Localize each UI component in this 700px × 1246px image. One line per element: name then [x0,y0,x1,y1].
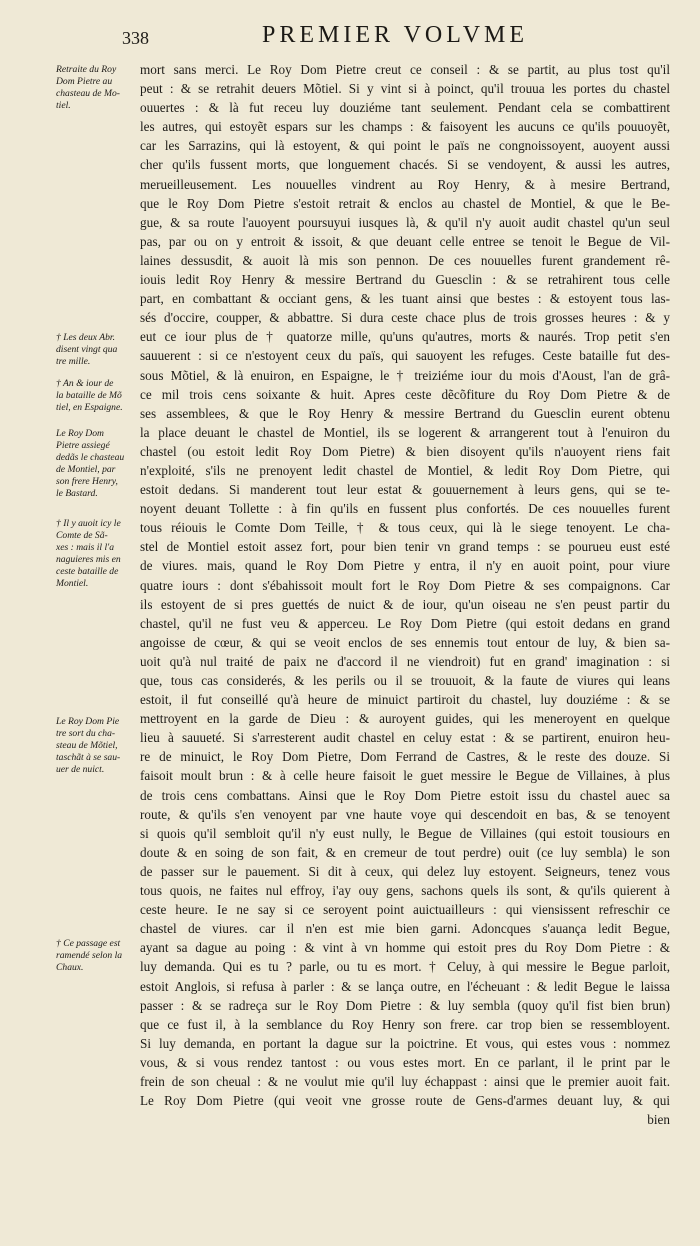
text-line: vous, & si vous rendez tantost : ou vous estes mort. En ce parlant, il le print par le [140,1054,670,1070]
margin-note-line: † Ce passage est [56,938,121,949]
margin-note [56,938,138,974]
text-line: de passer sur le pauement. Si dit à ceux, qui delez luy estoyent. Seigneurs, tenez vous [140,863,670,879]
text-line: pas, par ou on y entroit & issoit, & que deuant celle entree se tenoit le Begue de Vil- [140,233,670,249]
text-line: que, tous cas considerés, & les perils ou il se trouuoit, & la faute de viures qui leans [140,673,670,688]
text-line: sés d'occire, coupper, & abbattre. Si dura ceste chace plus de trois grosses heures : & y [140,310,670,326]
margin-note-line: taschãt à se sau- [56,752,121,763]
text-line: re de minuict, le Roy Dom Pietre, Dom Ferrand de Castres, & le reste des douze. Si [140,749,670,765]
text-line: laines dessusdit, & auoit là mis son pennon. De ces nouuelles furent grandement rê- [140,252,670,268]
text-line: si quois qu'il sembloit qu'il n'y eust nully, le Begue de Villaines (qui estoit tousiours en [140,825,670,841]
text-line: ceste heure. Ie ne say si ce seroyent point auictuailleurs : qui viensissent refreschir ce [140,902,670,918]
margin-note-line: † Il y auoit icy le [56,518,121,529]
text-line: luy demanda. Qui es tu ? parle, ou tu es mort. † Celuy, à qui messire le Begue parloit, [140,959,670,975]
margin-note-line: chasteau de Mo- [56,88,120,99]
text-line: mort sans merci. Le Roy Dom Pietre creut ce conseil : & se partit, au plus tost qu'il [140,62,670,77]
text-line: tous quois, ne faites nul effroy, i'ay ouy gens, sachons quels ils sont, & qu'ils quierent à [140,883,670,899]
margin-note-line: Pietre assiegé [56,440,110,451]
text-line: stel de Montiel estoit assez fort, pour bien tenir vn grand temps : se pourueu eust esté [140,539,670,555]
margin-note [56,428,138,500]
text-line: frein de son cheual : & ne voulut mie qu'il luy échappast : ainsi que le premier auoit fait. [140,1073,670,1089]
text-line: que le Roy Dom Pietre s'estoit retrait & enclos au chastel de Montiel, & que le Be- [140,195,670,211]
text-line: passer : & se radreça sur le Roy Dom Pietre : & luy sembla (quoy qu'il fist bien brun) [140,997,670,1013]
margin-note-line: son frere Henry, [56,476,118,487]
margin-note-line: † Les deux Abr. [56,332,115,343]
text-line: gue, & sa route l'auoyent poursuyui iusques là, & qu'il n'y auoit audit chastel qu'un seul [140,214,670,230]
margin-note-line: ramendé selon la [56,950,123,961]
text-line: uoit qu'à nul traité de paix ne d'accord il ne viendroit) fut en grand' imagination : si [140,653,670,669]
margin-note-line: xes : mais il l'a [56,542,115,553]
margin-note [56,716,138,776]
text-line: de viures. mais, quand le Roy Dom Pietre y entra, il n'y en auoit point, pour viure [140,558,670,574]
margin-note-line: Dom Pietre au [56,76,113,87]
margin-note-line: tiel, en Espaigne. [56,402,123,413]
text-line: cher qu'ils fussent morts, que longuement chacés. Si se vendoyent, & aussi les autres, [140,157,670,173]
margin-note-line: de Montiel, par [56,464,116,475]
text-line: noyent deuant Tollette : à fin qu'ils en fussent plus confortés. De ces nouuelles furent [140,501,670,517]
running-title: PREMIER VOLVME [262,22,529,48]
margin-note-line: le Bastard. [56,488,98,499]
text-line: sous Mõtiel, & là enuiron, en Espaigne, le † treiziéme iour du mois d'Aoust, l'an de grâ- [140,367,670,383]
text-line: ce mil trois cens soixante & huit. Apres ceste dẽcõfiture du Roy Dom Pietre & de [140,386,670,402]
margin-note-line: dedãs le chasteau [56,452,125,463]
margin-note-line: Comte de Sã- [56,530,108,541]
text-line: ouuertes : & là fut receu luy douziéme tant seulement. Pendant cela se combattirent [140,100,670,116]
margin-note-line: † An & iour de [56,378,114,389]
text-line: quatre iours : dont s'ébahissoit moult fort le Roy Dom Pietre & ses compaignons. Car [140,577,670,593]
text-line: faisoit moult brun : & à celle heure faisoit le guet messire le Begue de Villaines, à plus [140,768,670,784]
text-line: car les Sarrazins, qui là estoyent, & qui point le païs ne congnoissoyent, auoyent aussi [140,138,670,154]
margin-note-line: tre mille. [56,356,91,367]
text-line: ayant sa dague au poing : & vint à vn homme qui estoit pres du Roy Dom Pietre : & [140,940,670,956]
margin-note-line: uer de nuict. [56,764,105,775]
text-line: de trois cens combattans. Ainsi que le Roy Dom Pietre estoit issu du chastel auec sa [140,787,670,803]
margin-note-line: la bataille de Mõ [56,390,122,401]
text-line: mettroyent en la garde de Dieu : & auroyent guides, qui les meneroyent en quelque [140,711,670,727]
text-line: Si luy demanda, en portant la dague sur la poictrine. Et vous, qui estes vous : nommez [140,1035,670,1051]
text-line: ils estoyent de si pres guettés de nuict & de iour, qu'un oiseau ne s'en peust partir du [140,596,670,612]
text-line: tous réiouis le Comte Dom Teille, † & tous ceux, qui là le siege tenoyent. Le cha- [140,520,670,536]
text-line: part, en combattant & occiant gens, & les tuant ainsi que bestes : & estoyent tous las- [140,291,670,307]
text-line: estoit Anglois, si refusa à parler : & se lança outre, en l'écheuant : & ledit Begue le laissa [140,978,670,994]
text-line: que ce fust il, à la semblance du Roy Henry son frere. car trop bien se ressembloyent. [140,1016,670,1032]
text-line: Le Roy Dom Pietre (qui veoit vne grosse route de Gens-d'armes deuant luy, & qui [140,1093,670,1109]
text-line: la place deuant le chastel de Montiel, ils se logerent & arrangerent tout à l'enuiron du [140,424,670,440]
text-line: iouis ledit Roy Henry & messire Bertrand du Guesclin : & se retrahirent tous celle [140,272,670,288]
margin-note [56,378,138,414]
margin-note [56,518,138,590]
page-header [122,22,562,52]
text-line: lieu à sauueté. Si s'arresterent audit chastel en celuy estat : & se partirent, enuiron heu- [140,730,670,746]
text-line: angoisse de cœur, & qui se veoit enclos de ses ennemis tout entour de luy, & bien sa- [140,634,670,650]
text-line: route, & qu'ils s'en venoyent par vne haute voye qui descendoit en bas, & se tenoyent [140,806,670,822]
margin-note-line: ceste bataille de [56,566,119,577]
text-line: chastel de viures. car il n'en est mie bien garni. Adoncques s'auança ledit Begue, [140,921,670,937]
margin-note-line: Chaux. [56,962,84,973]
margin-note-line: Montiel. [56,578,89,589]
margin-note-line: tre sort du cha- [56,728,116,739]
text-line: sauuerent : si ce n'estoyent ceux du païs, qui sauoyent les refuges. Ceste bataille fut des- [140,348,670,364]
body-text [140,60,670,1129]
margin-note [56,64,138,112]
margin-note-line: naguieres mis en [56,554,121,565]
text-line: doute & en soing de son fait, & en cremeur de tout perdre) ouit (ce luy sembla) le son [140,844,670,860]
margin-note-line: Retraite du Roy [56,64,117,75]
text-line: estoit dedans. Si manderent tout leur estat & gouuernement à leurs gens, qui se te- [140,482,670,498]
text-line: ses assemblees, & que le Roy Henry & messire Bertrand du Guesclin eurent obtenu [140,405,670,421]
margin-note-line: steau de Mõtiel, [56,740,118,751]
text-line: chastel (ou estoit ledit Roy Dom Pietre) & bien disoyent qu'ils n'auoyent riens fait [140,443,670,459]
margin-note-line: disent vingt qua [56,344,118,355]
text-line: estoit, il fut conseillé qu'à heure de minuict partiroit du chastel, luy douziéme : & se [140,692,670,708]
text-line: eut ce iour plus de † quatorze mille, qu'uns qu'autres, morts & naurés. Trop petit s'en [140,329,670,345]
margin-note-line: Le Roy Dom [56,428,104,439]
text-line: les autres, qui estoyẽt espars sur les champs : & faisoyent les aucuns ce qu'ils pouuoyẽt, [140,119,670,135]
margin-note-line: Le Roy Dom Pie [56,716,120,727]
text-line: chastel, qu'il ne fust veu & apperceu. Le Roy Dom Pietre (qui estoit dedans en grand [140,615,670,631]
text-line: merueilleusement. Les nouuelles vindrent au Roy Henry, & à mesire Bertrand, [140,176,670,192]
page-number: 338 [122,28,149,48]
margin-note-line: tiel. [56,100,71,111]
margin-note [56,332,138,368]
text-line: peut : & se retrahit deuers Mõtiel. Si y vint si à poinct, qu'il trouua les portes du chastel [140,81,670,97]
catchword: bien [647,1112,670,1128]
text-line: n'exploité, s'ils ne prenoyent ledit chastel de Montiel, & ledit Roy Dom Pietre, qui [140,462,670,478]
